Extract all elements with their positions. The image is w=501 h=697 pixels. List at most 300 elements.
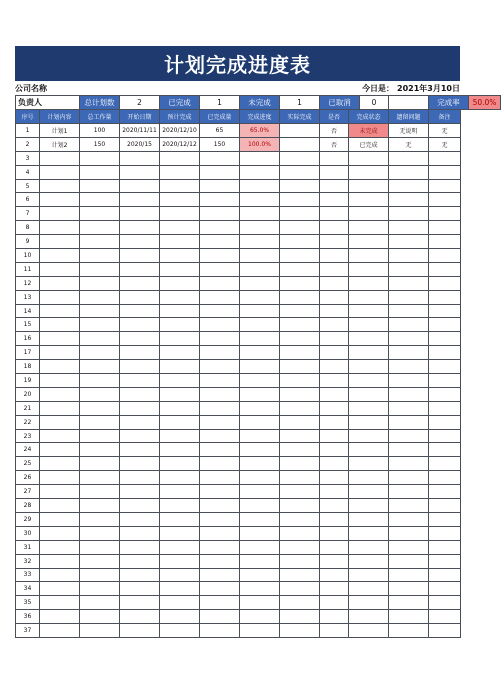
empty-cell[interactable] [320, 360, 349, 374]
empty-cell[interactable] [120, 596, 160, 610]
empty-cell[interactable] [120, 512, 160, 526]
empty-cell[interactable] [40, 207, 80, 221]
start-date-cell[interactable]: 2020/11/11 [120, 124, 160, 138]
empty-cell[interactable] [200, 304, 240, 318]
empty-cell[interactable] [429, 151, 461, 165]
empty-cell[interactable] [280, 429, 320, 443]
empty-cell[interactable] [429, 332, 461, 346]
empty-cell[interactable] [200, 207, 240, 221]
row-number[interactable]: 37 [16, 624, 40, 638]
empty-cell[interactable] [160, 457, 200, 471]
row-number[interactable]: 30 [16, 526, 40, 540]
empty-cell[interactable] [320, 290, 349, 304]
empty-cell[interactable] [280, 512, 320, 526]
empty-cell[interactable] [160, 624, 200, 638]
empty-cell[interactable] [280, 401, 320, 415]
empty-cell[interactable] [80, 346, 120, 360]
empty-cell[interactable] [280, 610, 320, 624]
completion-rate-value[interactable]: 50.0% [469, 96, 501, 110]
empty-cell[interactable] [200, 332, 240, 346]
empty-cell[interactable] [120, 262, 160, 276]
empty-cell[interactable] [320, 207, 349, 221]
empty-cell[interactable] [389, 582, 429, 596]
empty-cell[interactable] [120, 582, 160, 596]
row-number[interactable]: 33 [16, 568, 40, 582]
empty-cell[interactable] [40, 249, 80, 263]
empty-cell[interactable] [40, 318, 80, 332]
empty-cell[interactable] [40, 568, 80, 582]
empty-cell[interactable] [160, 512, 200, 526]
empty-cell[interactable] [160, 151, 200, 165]
empty-cell[interactable] [389, 485, 429, 499]
empty-cell[interactable] [240, 179, 280, 193]
row-number[interactable]: 6 [16, 193, 40, 207]
empty-cell[interactable] [160, 429, 200, 443]
issue-cell[interactable]: 无 [389, 137, 429, 151]
empty-cell[interactable] [240, 249, 280, 263]
empty-cell[interactable] [200, 290, 240, 304]
empty-cell[interactable] [389, 290, 429, 304]
empty-cell[interactable] [240, 374, 280, 388]
empty-cell[interactable] [389, 193, 429, 207]
plan-content-cell[interactable]: 计划2 [40, 137, 80, 151]
empty-cell[interactable] [160, 193, 200, 207]
empty-cell[interactable] [240, 387, 280, 401]
empty-cell[interactable] [280, 235, 320, 249]
empty-cell[interactable] [389, 207, 429, 221]
empty-cell[interactable] [200, 276, 240, 290]
empty-cell[interactable] [389, 512, 429, 526]
empty-cell[interactable] [40, 540, 80, 554]
empty-cell[interactable] [40, 499, 80, 513]
empty-cell[interactable] [349, 221, 389, 235]
empty-cell[interactable] [349, 485, 389, 499]
empty-cell[interactable] [349, 582, 389, 596]
row-number[interactable]: 14 [16, 304, 40, 318]
empty-cell[interactable] [80, 624, 120, 638]
empty-cell[interactable] [160, 526, 200, 540]
empty-cell[interactable] [429, 235, 461, 249]
empty-cell[interactable] [200, 512, 240, 526]
empty-cell[interactable] [320, 471, 349, 485]
empty-cell[interactable] [240, 624, 280, 638]
row-number[interactable]: 32 [16, 554, 40, 568]
empty-cell[interactable] [80, 290, 120, 304]
empty-cell[interactable] [40, 401, 80, 415]
empty-cell[interactable] [40, 624, 80, 638]
empty-cell[interactable] [280, 193, 320, 207]
empty-cell[interactable] [80, 221, 120, 235]
empty-cell[interactable] [80, 568, 120, 582]
empty-cell[interactable] [280, 262, 320, 276]
empty-cell[interactable] [389, 387, 429, 401]
empty-cell[interactable] [320, 235, 349, 249]
empty-cell[interactable] [320, 151, 349, 165]
empty-cell[interactable] [240, 290, 280, 304]
empty-cell[interactable] [320, 512, 349, 526]
empty-cell[interactable] [120, 304, 160, 318]
empty-cell[interactable] [200, 415, 240, 429]
empty-cell[interactable] [40, 429, 80, 443]
empty-cell[interactable] [280, 457, 320, 471]
row-number[interactable]: 9 [16, 235, 40, 249]
row-number[interactable]: 2 [16, 137, 40, 151]
empty-cell[interactable] [349, 193, 389, 207]
empty-cell[interactable] [40, 457, 80, 471]
empty-cell[interactable] [80, 401, 120, 415]
empty-cell[interactable] [240, 499, 280, 513]
empty-cell[interactable] [240, 596, 280, 610]
empty-cell[interactable] [320, 332, 349, 346]
row-number[interactable]: 34 [16, 582, 40, 596]
empty-cell[interactable] [160, 276, 200, 290]
empty-cell[interactable] [80, 360, 120, 374]
empty-cell[interactable] [160, 471, 200, 485]
empty-cell[interactable] [160, 262, 200, 276]
empty-cell[interactable] [389, 165, 429, 179]
empty-cell[interactable] [280, 290, 320, 304]
empty-cell[interactable] [280, 568, 320, 582]
empty-cell[interactable] [160, 249, 200, 263]
empty-cell[interactable] [200, 457, 240, 471]
empty-cell[interactable] [240, 346, 280, 360]
empty-cell[interactable] [240, 235, 280, 249]
empty-cell[interactable] [240, 443, 280, 457]
empty-cell[interactable] [120, 360, 160, 374]
empty-cell[interactable] [80, 610, 120, 624]
empty-cell[interactable] [320, 276, 349, 290]
empty-cell[interactable] [120, 374, 160, 388]
empty-cell[interactable] [200, 485, 240, 499]
empty-cell[interactable] [120, 290, 160, 304]
empty-cell[interactable] [240, 471, 280, 485]
row-number[interactable]: 22 [16, 415, 40, 429]
empty-cell[interactable] [389, 526, 429, 540]
row-number[interactable]: 35 [16, 596, 40, 610]
empty-cell[interactable] [240, 221, 280, 235]
row-number[interactable]: 12 [16, 276, 40, 290]
empty-cell[interactable] [120, 332, 160, 346]
empty-cell[interactable] [320, 346, 349, 360]
done-amount-cell[interactable]: 150 [200, 137, 240, 151]
empty-cell[interactable] [389, 624, 429, 638]
empty-cell[interactable] [389, 415, 429, 429]
empty-cell[interactable] [120, 318, 160, 332]
empty-cell[interactable] [389, 221, 429, 235]
row-number[interactable]: 15 [16, 318, 40, 332]
empty-cell[interactable] [280, 499, 320, 513]
empty-cell[interactable] [320, 526, 349, 540]
empty-cell[interactable] [120, 624, 160, 638]
row-number[interactable]: 17 [16, 346, 40, 360]
empty-cell[interactable] [429, 249, 461, 263]
empty-cell[interactable] [120, 443, 160, 457]
empty-cell[interactable] [320, 193, 349, 207]
row-number[interactable]: 28 [16, 499, 40, 513]
empty-cell[interactable] [320, 179, 349, 193]
flag-cell[interactable]: 否 [320, 137, 349, 151]
empty-cell[interactable] [120, 165, 160, 179]
empty-cell[interactable] [429, 346, 461, 360]
issue-cell[interactable]: 无说明 [389, 124, 429, 138]
empty-cell[interactable] [429, 554, 461, 568]
empty-cell[interactable] [240, 485, 280, 499]
empty-cell[interactable] [40, 235, 80, 249]
empty-cell[interactable] [280, 596, 320, 610]
empty-cell[interactable] [280, 471, 320, 485]
empty-cell[interactable] [40, 262, 80, 276]
empty-cell[interactable] [389, 401, 429, 415]
empty-cell[interactable] [200, 554, 240, 568]
empty-cell[interactable] [389, 276, 429, 290]
empty-cell[interactable] [389, 499, 429, 513]
row-number[interactable]: 5 [16, 179, 40, 193]
empty-cell[interactable] [120, 401, 160, 415]
row-number[interactable]: 3 [16, 151, 40, 165]
empty-cell[interactable] [120, 249, 160, 263]
empty-cell[interactable] [120, 415, 160, 429]
empty-cell[interactable] [320, 374, 349, 388]
empty-cell[interactable] [80, 179, 120, 193]
incomplete-value[interactable]: 1 [280, 96, 320, 110]
empty-cell[interactable] [120, 221, 160, 235]
empty-cell[interactable] [160, 401, 200, 415]
note-cell[interactable]: 无 [429, 124, 461, 138]
row-number[interactable]: 10 [16, 249, 40, 263]
empty-cell[interactable] [160, 582, 200, 596]
empty-cell[interactable] [320, 387, 349, 401]
empty-cell[interactable] [240, 582, 280, 596]
empty-cell[interactable] [389, 540, 429, 554]
empty-cell[interactable] [320, 249, 349, 263]
empty-cell[interactable] [389, 332, 429, 346]
empty-cell[interactable] [429, 276, 461, 290]
empty-cell[interactable] [349, 526, 389, 540]
empty-cell[interactable] [80, 165, 120, 179]
row-number[interactable]: 13 [16, 290, 40, 304]
empty-cell[interactable] [429, 624, 461, 638]
empty-cell[interactable] [429, 360, 461, 374]
empty-cell[interactable] [160, 221, 200, 235]
empty-cell[interactable] [280, 332, 320, 346]
empty-cell[interactable] [349, 512, 389, 526]
empty-cell[interactable] [320, 221, 349, 235]
empty-cell[interactable] [80, 499, 120, 513]
plan-content-cell[interactable]: 计划1 [40, 124, 80, 138]
empty-cell[interactable] [200, 596, 240, 610]
empty-cell[interactable] [120, 610, 160, 624]
empty-cell[interactable] [200, 165, 240, 179]
empty-cell[interactable] [200, 540, 240, 554]
empty-cell[interactable] [80, 443, 120, 457]
empty-cell[interactable] [200, 499, 240, 513]
empty-cell[interactable] [349, 401, 389, 415]
empty-cell[interactable] [280, 485, 320, 499]
empty-cell[interactable] [280, 582, 320, 596]
empty-cell[interactable] [389, 471, 429, 485]
row-number[interactable]: 23 [16, 429, 40, 443]
empty-cell[interactable] [160, 596, 200, 610]
empty-cell[interactable] [160, 346, 200, 360]
empty-cell[interactable] [120, 471, 160, 485]
empty-cell[interactable] [160, 610, 200, 624]
empty-cell[interactable] [40, 360, 80, 374]
empty-cell[interactable] [40, 512, 80, 526]
empty-cell[interactable] [349, 568, 389, 582]
empty-cell[interactable] [429, 387, 461, 401]
empty-cell[interactable] [349, 374, 389, 388]
empty-cell[interactable] [120, 568, 160, 582]
row-number[interactable]: 4 [16, 165, 40, 179]
empty-cell[interactable] [40, 415, 80, 429]
empty-cell[interactable] [120, 235, 160, 249]
empty-cell[interactable] [429, 318, 461, 332]
empty-cell[interactable] [349, 471, 389, 485]
empty-cell[interactable] [160, 207, 200, 221]
completed-value[interactable]: 1 [200, 96, 240, 110]
empty-cell[interactable] [349, 387, 389, 401]
empty-cell[interactable] [349, 318, 389, 332]
empty-cell[interactable] [240, 151, 280, 165]
empty-cell[interactable] [80, 332, 120, 346]
empty-cell[interactable] [349, 332, 389, 346]
empty-cell[interactable] [240, 512, 280, 526]
empty-cell[interactable] [389, 568, 429, 582]
empty-cell[interactable] [349, 596, 389, 610]
empty-cell[interactable] [280, 526, 320, 540]
empty-cell[interactable] [349, 249, 389, 263]
row-number[interactable]: 31 [16, 540, 40, 554]
empty-cell[interactable] [120, 429, 160, 443]
actual-date-cell[interactable] [280, 124, 320, 138]
empty-cell[interactable] [389, 429, 429, 443]
empty-cell[interactable] [80, 415, 120, 429]
empty-cell[interactable] [40, 276, 80, 290]
empty-cell[interactable] [40, 332, 80, 346]
empty-cell[interactable] [40, 151, 80, 165]
empty-cell[interactable] [40, 485, 80, 499]
empty-cell[interactable] [320, 540, 349, 554]
empty-cell[interactable] [349, 443, 389, 457]
empty-cell[interactable] [80, 207, 120, 221]
empty-cell[interactable] [320, 554, 349, 568]
empty-cell[interactable] [389, 596, 429, 610]
empty-cell[interactable] [429, 415, 461, 429]
empty-cell[interactable] [429, 596, 461, 610]
empty-cell[interactable] [429, 179, 461, 193]
empty-cell[interactable] [120, 346, 160, 360]
row-number[interactable]: 29 [16, 512, 40, 526]
total-workload-cell[interactable]: 150 [80, 137, 120, 151]
empty-cell[interactable] [200, 193, 240, 207]
empty-cell[interactable] [389, 262, 429, 276]
empty-cell[interactable] [429, 374, 461, 388]
empty-cell[interactable] [429, 193, 461, 207]
empty-cell[interactable] [200, 568, 240, 582]
empty-cell[interactable] [240, 568, 280, 582]
empty-cell[interactable] [80, 318, 120, 332]
empty-cell[interactable] [429, 526, 461, 540]
empty-cell[interactable] [160, 360, 200, 374]
empty-cell[interactable] [120, 387, 160, 401]
empty-cell[interactable] [429, 512, 461, 526]
empty-cell[interactable] [80, 249, 120, 263]
empty-cell[interactable] [80, 512, 120, 526]
empty-cell[interactable] [429, 471, 461, 485]
empty-cell[interactable] [80, 374, 120, 388]
empty-cell[interactable] [349, 554, 389, 568]
empty-cell[interactable] [320, 443, 349, 457]
empty-cell[interactable] [280, 360, 320, 374]
expected-date-cell[interactable]: 2020/12/10 [160, 124, 200, 138]
empty-cell[interactable] [80, 276, 120, 290]
empty-cell[interactable] [320, 582, 349, 596]
empty-cell[interactable] [80, 387, 120, 401]
empty-cell[interactable] [200, 262, 240, 276]
start-date-cell[interactable]: 2020/15 [120, 137, 160, 151]
row-number[interactable]: 8 [16, 221, 40, 235]
empty-cell[interactable] [349, 207, 389, 221]
empty-cell[interactable] [160, 179, 200, 193]
empty-cell[interactable] [349, 415, 389, 429]
empty-cell[interactable] [80, 596, 120, 610]
empty-cell[interactable] [200, 374, 240, 388]
empty-cell[interactable] [320, 596, 349, 610]
total-workload-cell[interactable]: 100 [80, 124, 120, 138]
empty-cell[interactable] [240, 276, 280, 290]
empty-cell[interactable] [280, 374, 320, 388]
empty-cell[interactable] [240, 526, 280, 540]
empty-cell[interactable] [200, 151, 240, 165]
empty-cell[interactable] [389, 554, 429, 568]
total-plans-value[interactable]: 2 [120, 96, 160, 110]
empty-cell[interactable] [280, 207, 320, 221]
empty-cell[interactable] [200, 610, 240, 624]
status-cell[interactable]: 已完成 [349, 137, 389, 151]
empty-cell[interactable] [349, 290, 389, 304]
empty-cell[interactable] [349, 624, 389, 638]
empty-cell[interactable] [389, 610, 429, 624]
empty-cell[interactable] [160, 318, 200, 332]
empty-cell[interactable] [120, 457, 160, 471]
empty-cell[interactable] [240, 457, 280, 471]
empty-cell[interactable] [320, 624, 349, 638]
row-number[interactable]: 20 [16, 387, 40, 401]
row-number[interactable]: 25 [16, 457, 40, 471]
empty-cell[interactable] [240, 360, 280, 374]
empty-cell[interactable] [320, 610, 349, 624]
empty-cell[interactable] [40, 179, 80, 193]
empty-cell[interactable] [120, 193, 160, 207]
empty-cell[interactable] [349, 235, 389, 249]
empty-cell[interactable] [120, 499, 160, 513]
empty-cell[interactable] [40, 304, 80, 318]
empty-cell[interactable] [200, 624, 240, 638]
empty-cell[interactable] [40, 554, 80, 568]
empty-cell[interactable] [240, 262, 280, 276]
done-amount-cell[interactable]: 65 [200, 124, 240, 138]
empty-cell[interactable] [429, 221, 461, 235]
row-number[interactable]: 7 [16, 207, 40, 221]
empty-cell[interactable] [160, 332, 200, 346]
empty-cell[interactable] [80, 193, 120, 207]
empty-cell[interactable] [429, 568, 461, 582]
row-number[interactable]: 11 [16, 262, 40, 276]
row-number[interactable]: 36 [16, 610, 40, 624]
empty-cell[interactable] [280, 540, 320, 554]
empty-cell[interactable] [200, 360, 240, 374]
empty-cell[interactable] [389, 304, 429, 318]
